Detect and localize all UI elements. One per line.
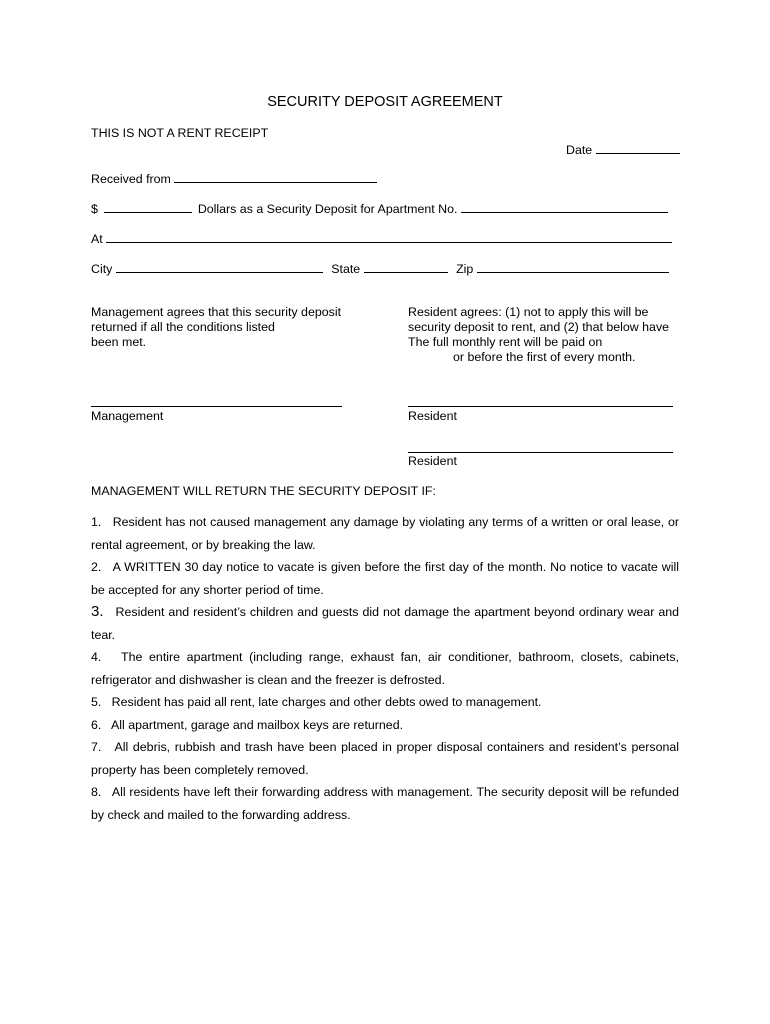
amount-field[interactable] xyxy=(104,201,192,213)
management-signature-label: Management xyxy=(91,409,164,423)
amount-row xyxy=(91,201,668,216)
list-item: 2. A WRITTEN 30 day notice to vacate is given before the first day of the month. No notice to vacate will be accepted for any shorter period of time. xyxy=(91,560,679,597)
apartment-number-field[interactable] xyxy=(461,201,668,213)
list-item: 3. Resident and resident’s children and guests did not damage the apartment beyond ordinary wear and tear. xyxy=(91,603,679,642)
city-field[interactable] xyxy=(116,261,323,273)
management-agrees-paragraph: Management agrees that this security deposit returned if all the conditions listed been met. xyxy=(91,305,342,349)
date-row xyxy=(566,142,680,157)
date-label: Date xyxy=(566,143,593,157)
received-from-field[interactable] xyxy=(174,171,377,183)
list-item: 6. All apartment, garage and mailbox keys are returned. xyxy=(91,717,404,732)
resident-signature-label-1: Resident xyxy=(408,409,457,423)
resident-agrees-paragraph: Resident agrees: (1) not to apply this will be security deposit to rent, and (2) that below have The full monthly rent will be paid on or before the first of every month. xyxy=(408,305,670,364)
list-item: 4. The entire apartment (including range, exhaust fan, air conditioner, bathroom, closets, cabinets, refrigerator and dishwasher is clean and the freezer is defrosted. xyxy=(91,650,679,687)
dollars-label: Dollars as a Security Deposit for Apartment No. xyxy=(197,202,458,216)
management-signature-line[interactable] xyxy=(91,406,342,407)
state-field[interactable] xyxy=(364,261,448,273)
address-field[interactable] xyxy=(106,231,672,243)
city-state-zip-row xyxy=(91,261,669,276)
resident-signature-line-1[interactable] xyxy=(408,406,673,407)
list-item: 1. Resident has not caused management any damage by violating any terms of a written or oral lease, or rental agreement, or by breaking the law. xyxy=(91,515,680,552)
zip-label: Zip xyxy=(456,262,474,276)
list-item: 8. All residents have left their forwarding address with management. The security deposit will be refunded by check and mailed to the forwarding address. xyxy=(91,785,679,822)
city-label: City xyxy=(91,262,113,276)
zip-field[interactable] xyxy=(477,261,669,273)
list-item: 7. All debris, rubbish and trash have been placed in proper disposal containers and resident’s personal property has been completely removed. xyxy=(91,740,679,777)
resident-signature-label-2: Resident xyxy=(408,454,457,468)
list-item: 5. Resident has paid all rent, late charges and other debts owed to management. xyxy=(91,695,542,709)
conditions-heading: MANAGEMENT WILL RETURN THE SECURITY DEPOSIT IF: xyxy=(91,484,436,498)
resident-signature-line-2[interactable] xyxy=(408,452,673,453)
received-from-row xyxy=(91,171,377,186)
state-label: State xyxy=(331,262,361,276)
document-title: SECURITY DEPOSIT AGREEMENT xyxy=(267,94,503,110)
conditions-list xyxy=(91,511,679,826)
dollar-sign: $ xyxy=(91,202,98,216)
not-rent-receipt-notice: THIS IS NOT A RENT RECEIPT xyxy=(91,126,269,140)
date-field[interactable] xyxy=(596,142,680,154)
at-label: At xyxy=(91,232,103,246)
received-from-label: Received from xyxy=(91,172,171,186)
address-row xyxy=(91,231,672,246)
